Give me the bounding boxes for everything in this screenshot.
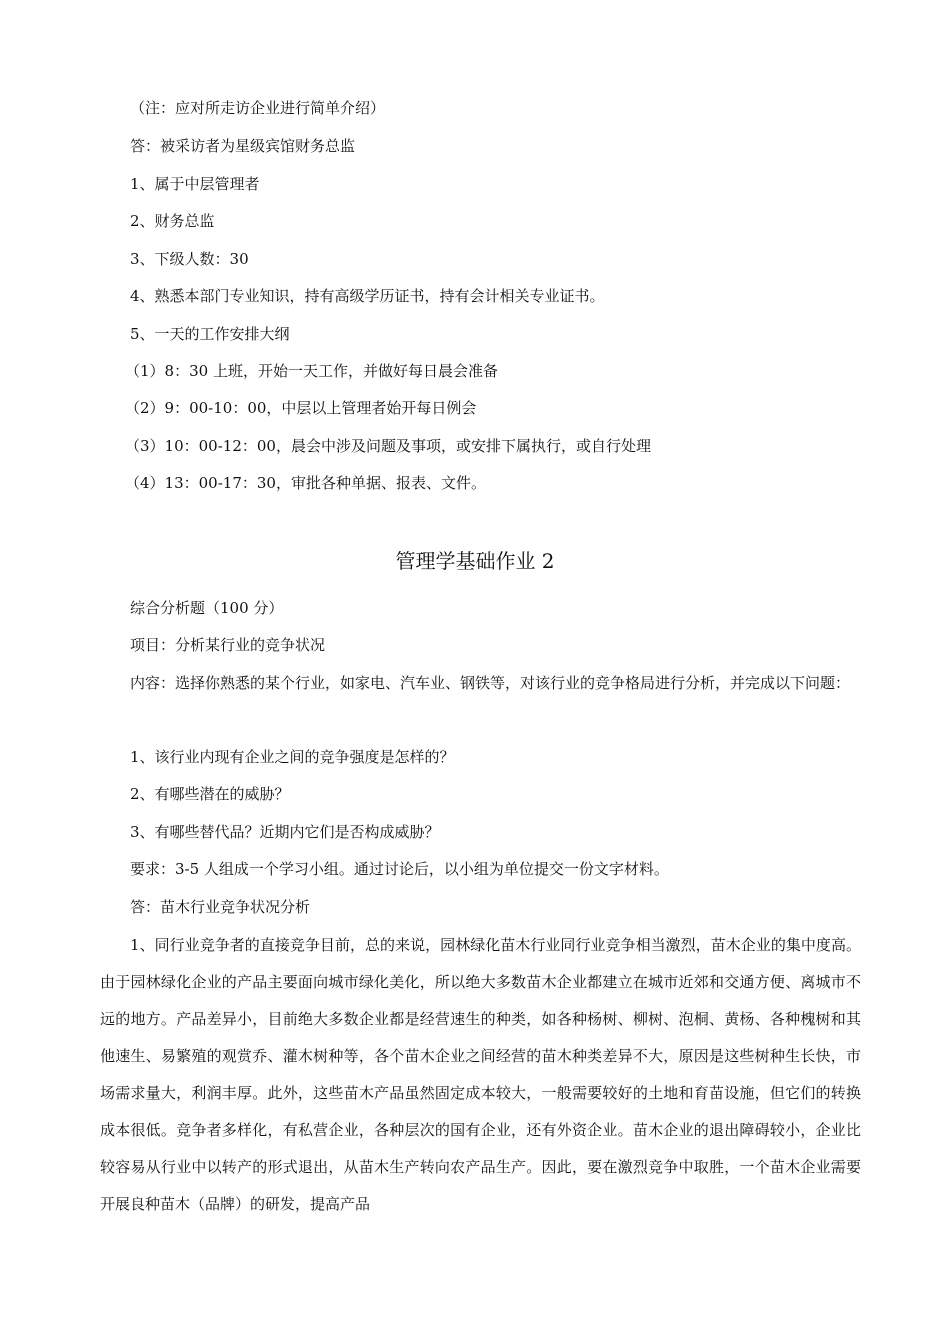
question-item: 1、该行业内现有企业之间的竞争强度是怎样的？ [130,748,455,766]
requirement-line: 要求：3-5 人组成一个学习小组。通过讨论后，以小组为单位提交一份文字材料。 [130,860,669,878]
content-paragraph: 内容：选择你熟悉的某个行业，如家电、汽车业、钢铁等，对该行业的竞争格局进行分析，并完成以下问题： [130,674,851,692]
intro-item: 3、下级人数：30 [130,250,249,268]
question-item: 2、有哪些潜在的威胁？ [130,785,290,803]
question-type: 综合分析题（100 分） [130,599,284,617]
answer-title: 答：苗木行业竞争状况分析 [130,898,311,916]
schedule-item: （2）9：00-10：00，中层以上管理者始开每日例会 [125,399,477,417]
question-item: 3、有哪些替代品？近期内它们是否构成威胁？ [130,823,440,841]
analysis-paragraph: 1、同行业竞争者的直接竞争目前，总的来说，园林绿化苗木行业同行业竞争相当激烈，苗木企业的集中度高。由于园林绿化企业的产品主要面向城市绿化美化，所以绝大多数苗木企业都建立在城市近郊和交通方便、离城市不远的地方。产品差异小，目前绝大多数企业都是经营速生的种类，如各种杨树、柳树、泡桐、黄杨、各种槐树和其他速生、易繁殖的观赏乔、灌木树种等，各个苗木企业之间经营的苗木种类差异不大，原因是这些树种生长快，市场需求量大，利润丰厚。此外，这些苗木产品虽然固定成本较大，一般需要较好的土地和育苗设施，但它们的转换成本很低。竞争者多样化，有私营企业，各种层次的国有企业，还有外资企业。苗木企业的退出障碍较小，企业比较容易从行业中以转产的形式退出，从苗木生产转向农产品生产。因此，要在激烈竞争中取胜，一个苗木企业需要开展良种苗木（品牌）的研发，提高产品 [100,936,861,1213]
intro-item: 4、熟悉本部门专业知识，持有高级学历证书，持有会计相关专业证书。 [130,287,605,305]
intro-item: 1、属于中层管理者 [130,175,260,193]
answer-line: 答：被采访者为星级宾馆财务总监 [130,137,356,155]
intro-item: 2、财务总监 [130,212,215,230]
schedule-item: （1）8：30 上班，开始一天工作，并做好每日晨会准备 [125,362,498,380]
project-line: 项目：分析某行业的竞争状况 [130,636,326,654]
schedule-item: （3）10：00-12：00，晨会中涉及问题及事项，或安排下属执行，或自行处理 [125,437,651,455]
intro-item: 5、一天的工作安排大纲 [130,325,290,343]
schedule-item: （4）13：00-17：30，审批各种单据、报表、文件。 [125,474,486,492]
note-line: （注：应对所走访企业进行简单介绍） [130,99,386,117]
section-title: 管理学基础作业 2 [395,549,555,573]
